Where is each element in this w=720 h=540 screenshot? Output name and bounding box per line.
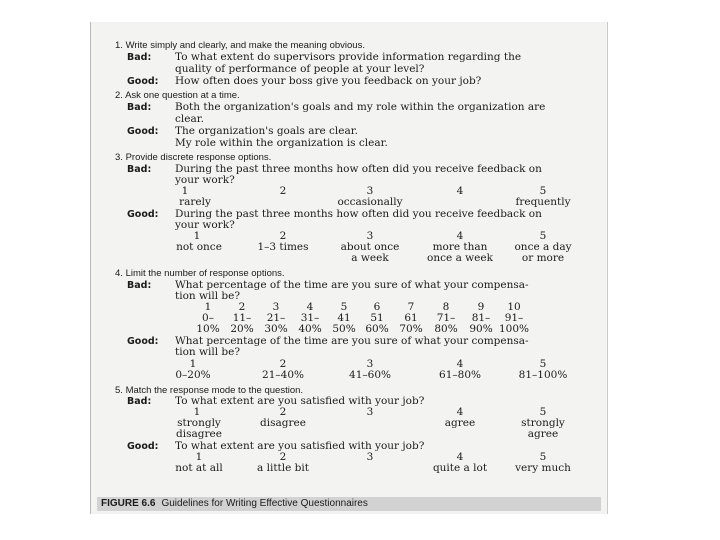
percentage-range-end: 70% (399, 323, 423, 335)
good-example-line: What percentage of the time are you sure of what your compensa- (175, 335, 529, 347)
scale-number: 4 (456, 230, 464, 242)
scale-label: or more (521, 252, 565, 264)
scale-number: 3 (366, 406, 374, 418)
guideline-rule: Match the response mode to the question. (125, 385, 304, 396)
scale-number: 1 (193, 230, 201, 242)
scale-label: strongly (521, 417, 565, 429)
scale-number: 1 (181, 185, 189, 197)
scale-number: 3 (366, 230, 374, 242)
scale-number: 6 (373, 301, 381, 313)
scale-number: 5 (539, 185, 547, 197)
bad-example-line: Both the organization's goals and my role within the organization are (175, 101, 546, 113)
good-example-line: My role within the organization is clear. (175, 137, 388, 149)
guideline-rule: Ask one question at a time. (125, 90, 240, 101)
scale-number: 7 (407, 301, 415, 313)
good-example-line: To what extent are you satisfied with your job? (175, 440, 425, 452)
scale-number: 1 (204, 301, 212, 313)
good-label: Good: (127, 126, 159, 137)
good-example-line: How often does your boss give you feedback on your job? (175, 75, 482, 87)
scale-number: 5 (539, 230, 547, 242)
percentage-range: 81–100% (518, 369, 568, 381)
scale-number: 2 (238, 301, 246, 313)
scale-number: 2 (279, 358, 287, 370)
scale-number: 1 (195, 451, 203, 463)
scale-label: not once (176, 241, 222, 253)
bad-label: Bad: (127, 164, 152, 175)
scale-number: 2 (279, 185, 287, 197)
guideline-number: 3. (115, 152, 123, 163)
scale-number: 2 (279, 230, 287, 242)
scale-number: 1 (193, 406, 201, 418)
good-label: Good: (127, 209, 159, 220)
good-label: Good: (127, 336, 159, 347)
guideline-3-header (115, 152, 271, 163)
guideline-rule: Provide discrete response options. (125, 152, 272, 163)
bad-label: Bad: (127, 396, 152, 407)
percentage-range-end: 90% (469, 323, 493, 335)
scale-label: agree (527, 428, 559, 440)
guideline-number: 1. (115, 40, 123, 51)
scale-label: frequently (515, 196, 571, 208)
percentage-range-end: 30% (264, 323, 288, 335)
scale-number: 5 (539, 406, 547, 418)
scale-number: 2 (279, 451, 287, 463)
bad-example-line: What percentage of the time are you sure of what your compensa- (175, 279, 529, 291)
percentage-range: 41–60% (349, 369, 391, 381)
scale-label: occasionally (337, 196, 403, 208)
scale-label: disagree (176, 428, 222, 440)
bad-label: Bad: (127, 280, 152, 291)
percentage-range-start: 31– (300, 312, 320, 324)
good-label: Good: (127, 76, 159, 87)
bad-label: Bad: (127, 102, 152, 113)
percentage-range-start: 41 (337, 312, 351, 324)
bad-example-line: To what extent do supervisors provide information regarding the (175, 51, 522, 63)
scale-label: strongly (177, 417, 221, 429)
bad-example-line: your work? (175, 174, 235, 186)
percentage-range: 61–80% (439, 369, 481, 381)
scale-number: 8 (442, 301, 450, 313)
scale-label: agree (444, 417, 476, 429)
scale-number: 4 (306, 301, 314, 313)
figure-label: FIGURE 6.6 (101, 498, 156, 509)
good-example-line: The organization's goals are clear. (175, 125, 358, 137)
percentage-range-end: 40% (298, 323, 322, 335)
scale-number: 3 (366, 185, 374, 197)
percentage-range: 0–20% (175, 369, 211, 381)
scale-number: 5 (340, 301, 348, 313)
percentage-range-end: 60% (365, 323, 389, 335)
scale-number: 4 (456, 358, 464, 370)
scale-label: once a day (514, 241, 572, 253)
guideline-2-header (115, 90, 240, 101)
scale-label: 1–3 times (257, 241, 309, 253)
figure-caption (97, 497, 601, 511)
scale-label: rarely (179, 196, 211, 208)
percentage-range-start: 11– (232, 312, 252, 324)
percentage-range-start: 61 (404, 312, 418, 324)
percentage-range-end: 20% (230, 323, 254, 335)
good-example-line: your work? (175, 219, 235, 231)
percentage-range-end: 50% (332, 323, 356, 335)
scale-label: disagree (260, 417, 306, 429)
guideline-number: 2. (115, 90, 123, 101)
scale-label: a little bit (257, 462, 309, 474)
percentage-range-start: 21– (266, 312, 286, 324)
bad-example-line: To what extent are you satisfied with your job? (175, 395, 425, 407)
scale-number: 9 (477, 301, 485, 313)
scale-number: 10 (507, 301, 521, 313)
percentage-range-end: 10% (196, 323, 220, 335)
percentage-range-start: 81– (471, 312, 491, 324)
scale-label: quite a lot (432, 462, 488, 474)
scale-number: 3 (272, 301, 280, 313)
scanned-page (90, 22, 608, 514)
good-label: Good: (127, 441, 159, 452)
bad-example-line: clear. (175, 113, 204, 125)
percentage-range: 21–40% (262, 369, 304, 381)
percentage-range-end: 80% (434, 323, 458, 335)
bad-example-line: quality of performance of people at your level? (175, 63, 425, 75)
scale-number: 4 (456, 406, 464, 418)
guideline-rule: Limit the number of response options. (125, 268, 285, 279)
percentage-range-start: 91– (504, 312, 524, 324)
scale-number: 4 (456, 185, 464, 197)
scale-number: 4 (456, 451, 464, 463)
scale-number: 3 (366, 451, 374, 463)
guideline-number: 4. (115, 268, 123, 279)
guideline-4-header (115, 268, 285, 279)
scale-number: 5 (539, 451, 547, 463)
percentage-range-start: 51 (370, 312, 384, 324)
scale-number: 1 (189, 358, 197, 370)
guideline-number: 5. (115, 385, 123, 396)
good-example-line: tion will be? (175, 346, 240, 358)
guideline-rule: Write simply and clearly, and make the meaning obvious. (125, 40, 365, 51)
scale-label: a week (351, 252, 389, 264)
scale-label: once a week (427, 252, 493, 264)
figure-title: Guidelines for Writing Effective Questionnaires (161, 498, 368, 509)
scale-number: 3 (366, 358, 374, 370)
percentage-range-end: 100% (498, 323, 530, 335)
bad-example-line: During the past three months how often did you receive feedback on (175, 163, 542, 175)
scale-label: about once (340, 241, 400, 253)
scale-label: more than (432, 241, 488, 253)
good-example-line: During the past three months how often did you receive feedback on (175, 208, 542, 220)
guideline-1-header (115, 40, 365, 51)
scale-number: 5 (539, 358, 547, 370)
scale-number: 2 (279, 406, 287, 418)
percentage-range-start: 0– (202, 312, 214, 324)
bad-label: Bad: (127, 52, 152, 63)
bad-example-line: tion will be? (175, 290, 240, 302)
scale-label: not at all (175, 462, 223, 474)
scale-label: very much (515, 462, 571, 474)
percentage-range-start: 71– (436, 312, 456, 324)
